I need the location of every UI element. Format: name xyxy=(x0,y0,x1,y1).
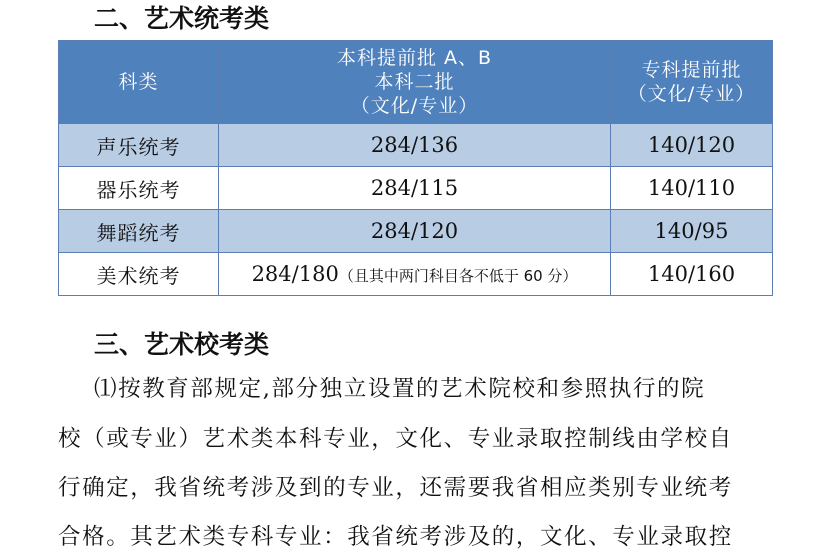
row-college-score: 140/110 xyxy=(611,167,773,210)
row-undergrad-score xyxy=(219,253,611,296)
undergrad-score-value: 284/120 xyxy=(370,219,459,243)
row-category: 美术统考 xyxy=(59,253,219,296)
section-heading-art-unified-exam: 二、艺术统考类 xyxy=(94,4,270,33)
paragraph-line: 行确定，我省统考涉及到的专业，还需要我省相应类别专业统考 xyxy=(58,475,733,501)
row-college-score: 140/95 xyxy=(611,210,773,253)
header-undergrad-line2: 本科二批 xyxy=(374,71,455,93)
header-college-line2: （文化/专业） xyxy=(627,83,756,105)
row-college-score: 140/120 xyxy=(611,124,773,167)
undergrad-score-value: 284/180 xyxy=(251,262,339,286)
row-category: 器乐统考 xyxy=(59,167,219,210)
table-row xyxy=(59,210,773,253)
table-header-row xyxy=(59,41,773,124)
score-table xyxy=(58,40,773,296)
table-row xyxy=(59,124,773,167)
undergrad-score-note: （且其中两门科目各不低于 60 分） xyxy=(338,267,578,285)
row-undergrad-score xyxy=(219,124,611,167)
header-college-line1: 专科提前批 xyxy=(641,59,742,81)
paragraph-line: 合格。其艺术类专科专业：我省统考涉及的，文化、专业录取控 xyxy=(58,524,733,550)
paragraph-line: ⑴按教育部规定,部分独立设置的艺术院校和参照执行的院 xyxy=(94,376,706,402)
section-heading-art-school-exam: 三、艺术校考类 xyxy=(94,330,270,359)
row-undergrad-score xyxy=(219,167,611,210)
row-undergrad-score xyxy=(219,210,611,253)
row-college-score: 140/160 xyxy=(611,253,773,296)
header-category: 科类 xyxy=(59,41,219,124)
table-row xyxy=(59,167,773,210)
header-college xyxy=(611,41,773,124)
header-undergrad xyxy=(219,41,611,124)
paragraph-line: 校（或专业）艺术类本科专业，文化、专业录取控制线由学校自 xyxy=(58,426,733,452)
row-category: 声乐统考 xyxy=(59,124,219,167)
table-row xyxy=(59,253,773,296)
header-undergrad-line1: 本科提前批 A、B xyxy=(336,47,493,69)
header-undergrad-line3: （文化/专业） xyxy=(350,95,479,117)
undergrad-score-value: 284/115 xyxy=(370,176,459,200)
row-category: 舞蹈统考 xyxy=(59,210,219,253)
undergrad-score-value: 284/136 xyxy=(370,133,459,157)
